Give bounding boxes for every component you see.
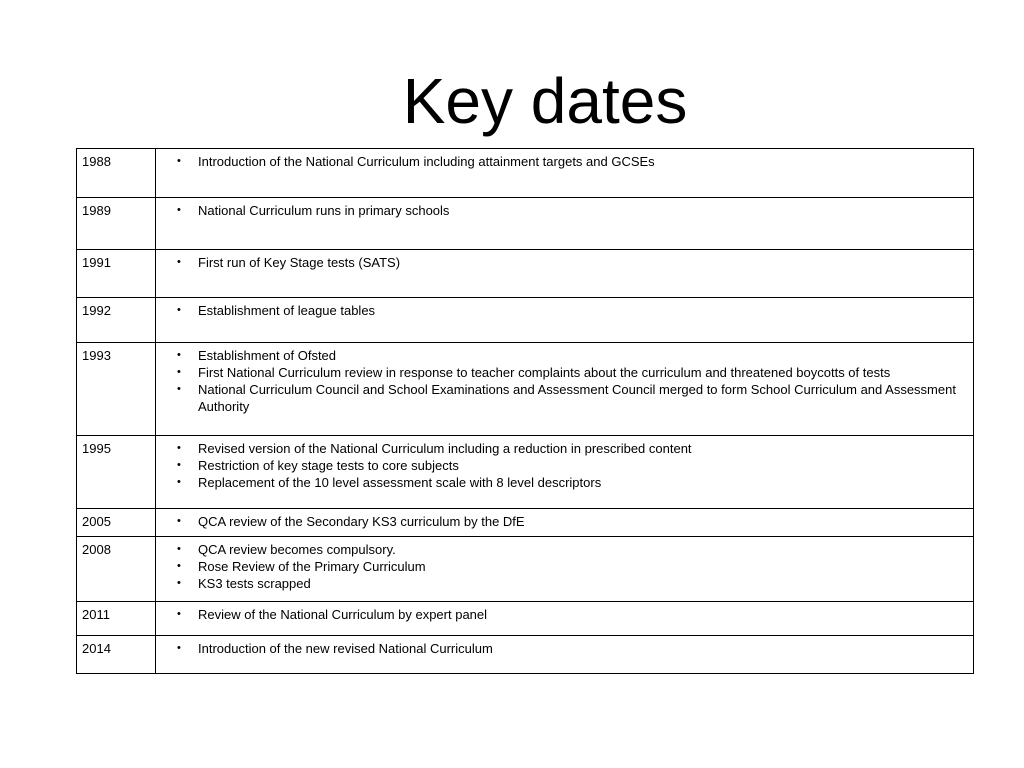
event-list bbox=[156, 606, 965, 623]
event-text: KS3 tests scrapped bbox=[198, 576, 311, 591]
list-item bbox=[156, 347, 965, 364]
table-row bbox=[77, 198, 974, 250]
bullet-icon: • bbox=[177, 349, 181, 361]
bullet-icon: • bbox=[177, 577, 181, 589]
year-cell: 2008 bbox=[77, 537, 156, 602]
list-item bbox=[156, 575, 965, 592]
bullet-icon: • bbox=[177, 204, 181, 216]
event-text: First National Curriculum review in response to teacher complaints about the curriculum and threatened boycotts of tests bbox=[198, 365, 891, 380]
event-list bbox=[156, 640, 965, 657]
key-dates-table bbox=[76, 148, 974, 674]
year-cell: 2011 bbox=[77, 602, 156, 636]
event-text: Establishment of league tables bbox=[198, 303, 376, 318]
event-text: Review of the National Curriculum by expert panel bbox=[198, 607, 488, 622]
year-cell: 1989 bbox=[77, 198, 156, 250]
event-text: QCA review becomes compulsory. bbox=[198, 542, 396, 557]
events-cell bbox=[156, 436, 974, 509]
list-item bbox=[156, 457, 965, 474]
bullet-icon: • bbox=[177, 543, 181, 555]
event-list bbox=[156, 513, 965, 530]
event-text: Establishment of Ofsted bbox=[198, 348, 337, 363]
year-cell: 1993 bbox=[77, 343, 156, 436]
event-text: QCA review of the Secondary KS3 curriculum by the DfE bbox=[198, 514, 525, 529]
event-list bbox=[156, 347, 965, 415]
event-list bbox=[156, 541, 965, 592]
event-text: Introduction of the National Curriculum including attainment targets and GCSEs bbox=[198, 154, 655, 169]
year-cell: 1991 bbox=[77, 250, 156, 298]
events-cell bbox=[156, 149, 974, 198]
table-row bbox=[77, 509, 974, 537]
year-cell: 1988 bbox=[77, 149, 156, 198]
event-list bbox=[156, 254, 965, 271]
event-list bbox=[156, 202, 965, 219]
bullet-icon: • bbox=[177, 383, 181, 395]
events-cell bbox=[156, 198, 974, 250]
bullet-icon: • bbox=[177, 515, 181, 527]
bullet-icon: • bbox=[177, 256, 181, 268]
table-row bbox=[77, 537, 974, 602]
bullet-icon: • bbox=[177, 459, 181, 471]
table-row bbox=[77, 149, 974, 198]
table-row bbox=[77, 250, 974, 298]
year-cell: 2014 bbox=[77, 636, 156, 674]
bullet-icon: • bbox=[177, 442, 181, 454]
list-item bbox=[156, 474, 965, 491]
event-text: First run of Key Stage tests (SATS) bbox=[198, 255, 401, 270]
bullet-icon: • bbox=[177, 304, 181, 316]
list-item bbox=[156, 254, 965, 271]
events-cell bbox=[156, 250, 974, 298]
event-text: National Curriculum runs in primary schools bbox=[198, 203, 450, 218]
event-list bbox=[156, 440, 965, 491]
event-text: Revised version of the National Curriculum including a reduction in prescribed content bbox=[198, 441, 692, 456]
events-cell bbox=[156, 602, 974, 636]
event-text: National Curriculum Council and School Examinations and Assessment Council merged to form School Curriculum and Assessment Authority bbox=[198, 382, 956, 414]
table-row bbox=[77, 636, 974, 674]
bullet-icon: • bbox=[177, 642, 181, 654]
year-cell: 2005 bbox=[77, 509, 156, 537]
list-item bbox=[156, 302, 965, 319]
bullet-icon: • bbox=[177, 476, 181, 488]
event-list bbox=[156, 302, 965, 319]
table-row bbox=[77, 343, 974, 436]
list-item bbox=[156, 541, 965, 558]
table-row bbox=[77, 298, 974, 343]
events-cell bbox=[156, 343, 974, 436]
event-list bbox=[156, 153, 965, 170]
list-item bbox=[156, 558, 965, 575]
list-item bbox=[156, 381, 965, 415]
list-item bbox=[156, 153, 965, 170]
table-row bbox=[77, 436, 974, 509]
event-text: Replacement of the 10 level assessment scale with 8 level descriptors bbox=[198, 475, 602, 490]
bullet-icon: • bbox=[177, 366, 181, 378]
list-item bbox=[156, 440, 965, 457]
year-cell: 1992 bbox=[77, 298, 156, 343]
events-cell bbox=[156, 636, 974, 674]
event-text: Introduction of the new revised National Curriculum bbox=[198, 641, 493, 656]
events-cell bbox=[156, 509, 974, 537]
table-row bbox=[77, 602, 974, 636]
list-item bbox=[156, 606, 965, 623]
bullet-icon: • bbox=[177, 560, 181, 572]
bullet-icon: • bbox=[177, 155, 181, 167]
events-cell bbox=[156, 537, 974, 602]
list-item bbox=[156, 513, 965, 530]
list-item bbox=[156, 640, 965, 657]
event-text: Rose Review of the Primary Curriculum bbox=[198, 559, 426, 574]
list-item bbox=[156, 364, 965, 381]
list-item bbox=[156, 202, 965, 219]
bullet-icon: • bbox=[177, 608, 181, 620]
event-text: Restriction of key stage tests to core subjects bbox=[198, 458, 459, 473]
events-cell bbox=[156, 298, 974, 343]
year-cell: 1995 bbox=[77, 436, 156, 509]
page-title: Key dates bbox=[402, 64, 688, 137]
